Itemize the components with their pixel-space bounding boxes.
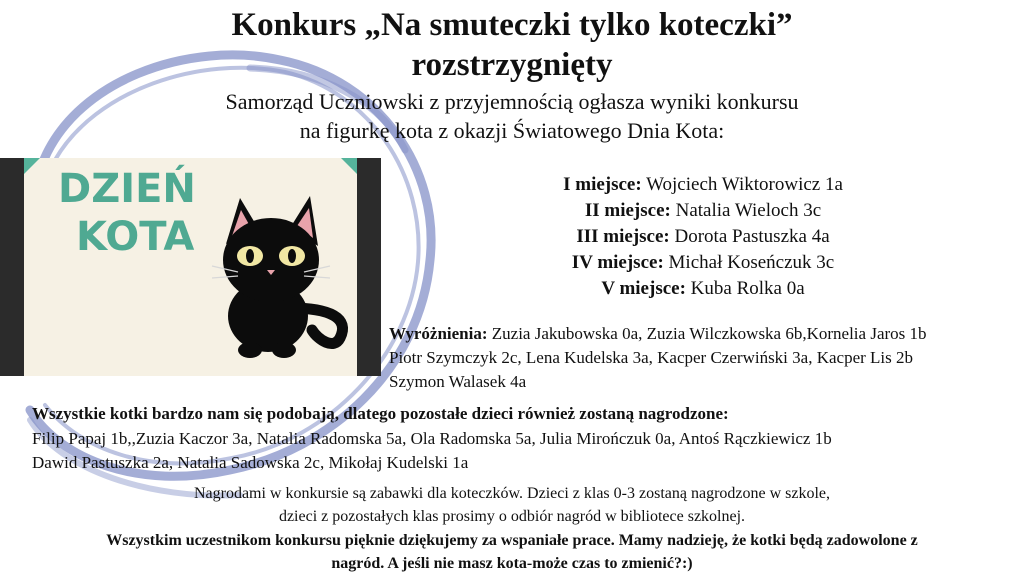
place-5 (470, 276, 936, 302)
honors-label: Wyróżnienia: (389, 324, 488, 343)
banner-text-line-1: DZIEŃ (58, 166, 196, 212)
prizes-line-1: Nagrodami w konkursie są zabawki dla koteczków. Dzieci z klas 0-3 zostaną nagrodzone w szkole, (193, 485, 831, 502)
title-line-1: Konkurs „Na smuteczki tylko koteczki” (231, 7, 793, 43)
place-4 (470, 250, 936, 276)
place-3-label: III miejsce: (576, 226, 670, 247)
place-2 (470, 198, 936, 224)
all-rewarded-line-1: Filip Papaj 1b,,Zuzia Kaczor 3a, Natalia Radomska 5a, Ola Radomska 5a, Julia Mirończuk 0a, Antoś Rączkiewicz 1b (32, 429, 832, 448)
place-2-name: Natalia Wieloch 3c (670, 200, 822, 221)
place-1-label: I miejsce: (563, 174, 642, 195)
place-5-name: Kuba Rolka 0a (685, 278, 805, 299)
honors-line-2: Piotr Szymczyk 2c, Lena Kudelska 3a, Kacper Czerwiński 3a, Kacper Lis 2b (389, 348, 913, 367)
place-4-name: Michał Koseńczuk 3c (663, 252, 835, 273)
place-5-label: V miejsce: (601, 278, 686, 299)
thanks-line-2: nagród. A jeśli nie masz kota-może czas to zmienić?:) (331, 555, 693, 572)
title-line-2: rozstrzygnięty (411, 47, 613, 83)
place-3-name: Dorota Pastuszka 4a (669, 226, 830, 247)
prizes-line-2: dzieci z pozostałych klas prosimy o odbiór nagród w bibliotece szkolnej. (278, 508, 746, 525)
banner-text-line-2: KOTA (76, 214, 195, 260)
all-rewarded-line-2: Dawid Pastuszka 2a, Natalia Sadowska 2c, Mikołaj Kudelski 1a (32, 453, 469, 472)
dzien-kota-banner (0, 158, 381, 376)
honors-line-1-text: Zuzia Jakubowska 0a, Zuzia Wilczkowska 6b,Kornelia Jaros 1b (487, 324, 927, 343)
intro-line-1: Samorząd Uczniowski z przyjemnością ogłasza wyniki konkursu (225, 89, 799, 114)
place-1-name: Wojciech Wiktorowicz 1a (641, 174, 843, 195)
place-4-label: IV miejsce: (571, 252, 664, 273)
all-rewarded-heading: Wszystkie kotki bardzo nam się podobają, dlatego pozostałe dzieci również zostaną nagrodzone: (32, 404, 729, 423)
honors-line-3: Szymon Walasek 4a (389, 372, 527, 391)
thanks-line-1: Wszystkim uczestnikom konkursu pięknie dziękujemy za wspaniałe prace. Mamy nadzieję, że kotki będą zadowolone z (106, 532, 918, 549)
intro-line-2: na figurkę kota z okazji Światowego Dnia Kota: (299, 118, 725, 143)
place-2-label: II miejsce: (584, 200, 671, 221)
place-1 (470, 172, 936, 198)
place-3 (470, 224, 936, 250)
honors-line-1 (389, 323, 927, 345)
